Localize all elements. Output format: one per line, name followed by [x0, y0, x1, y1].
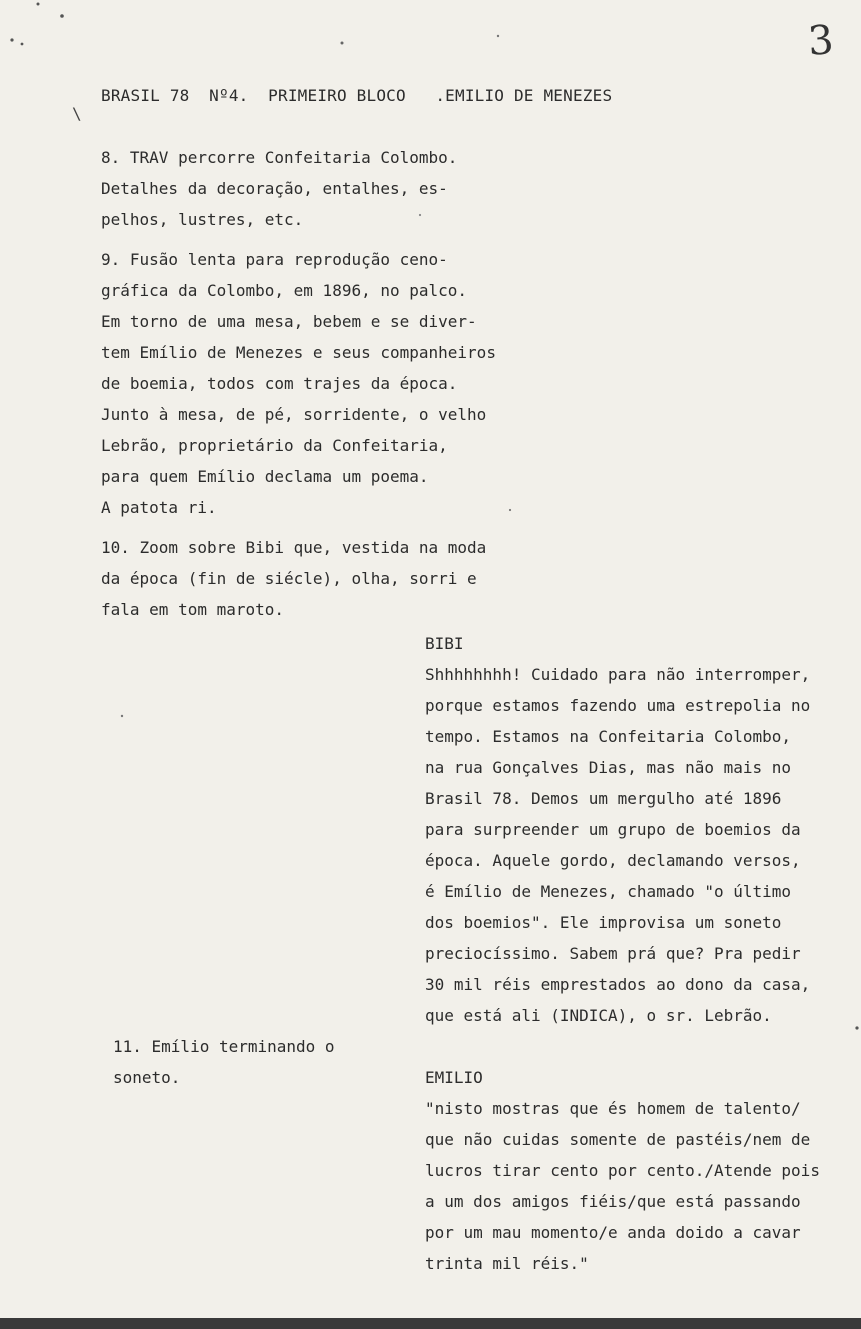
emilio-dialogue [425, 1062, 820, 1279]
speaker-emilio: EMILIO [425, 1068, 483, 1087]
shot-10: 10. Zoom sobre Bibi que, vestida na moda da época (fin de siécle), olha, sorri e fala em tom maroto. [101, 538, 487, 619]
speaker-bibi: BIBI [425, 634, 464, 653]
bibi-dialogue [425, 628, 861, 1031]
shot-11: 11. Emílio terminando o soneto. [113, 1037, 335, 1087]
emilio-lines: "nisto mostras que és homem de talento/ que não cuidas somente de pastéis/nem de lucros tirar cento por cento./Atende pois a um dos amigos fiéis/que está passando por um mau momento/e anda doido a cavar trinta mil réis." [425, 1099, 820, 1273]
shot-9: 9. Fusão lenta para reprodução ceno- gráfica da Colombo, em 1896, no palco. Em torno de uma mesa, bebem e se diver- tem Emílio de Menezes e seus companheiros de boemia, todos com trajes da época. Junto à mesa, de pé, sorridente, o velho Lebrão, proprietário da Confeitaria, para quem Emílio declama um poema. A patota ri. [101, 250, 496, 517]
page-number: 3 [806, 17, 836, 65]
page-header: BRASIL 78 Nº4. PRIMEIRO BLOCO .EMILIO DE MENEZES [101, 86, 613, 105]
shot-descriptions [101, 142, 541, 634]
shot-8: 8. TRAV percorre Confeitaria Colombo. Detalhes da decoração, entalhes, es- pelhos, lustres, etc. [101, 148, 458, 229]
margin-mark: \ [72, 104, 82, 123]
bibi-lines: Shhhhhhhh! Cuidado para não interromper, porque estamos fazendo uma estrepolia no tempo. Estamos na Confeitaria Colombo, na rua Gonçalves Dias, mas não mais no Brasil 78. Demos um mergulho até 1896 para surpreender um grupo de boemios da época. Aquele gordo, declamando versos, é Emílio de Menezes, chamado "o último dos boemios". Ele improvisa um soneto preciocíssimo. Sabem prá que? Pra pedir 30 mil réis emprestados ao dono da casa, que está ali (INDICA), o sr. Lebrão. [425, 665, 811, 1025]
scan-edge [0, 1318, 861, 1329]
